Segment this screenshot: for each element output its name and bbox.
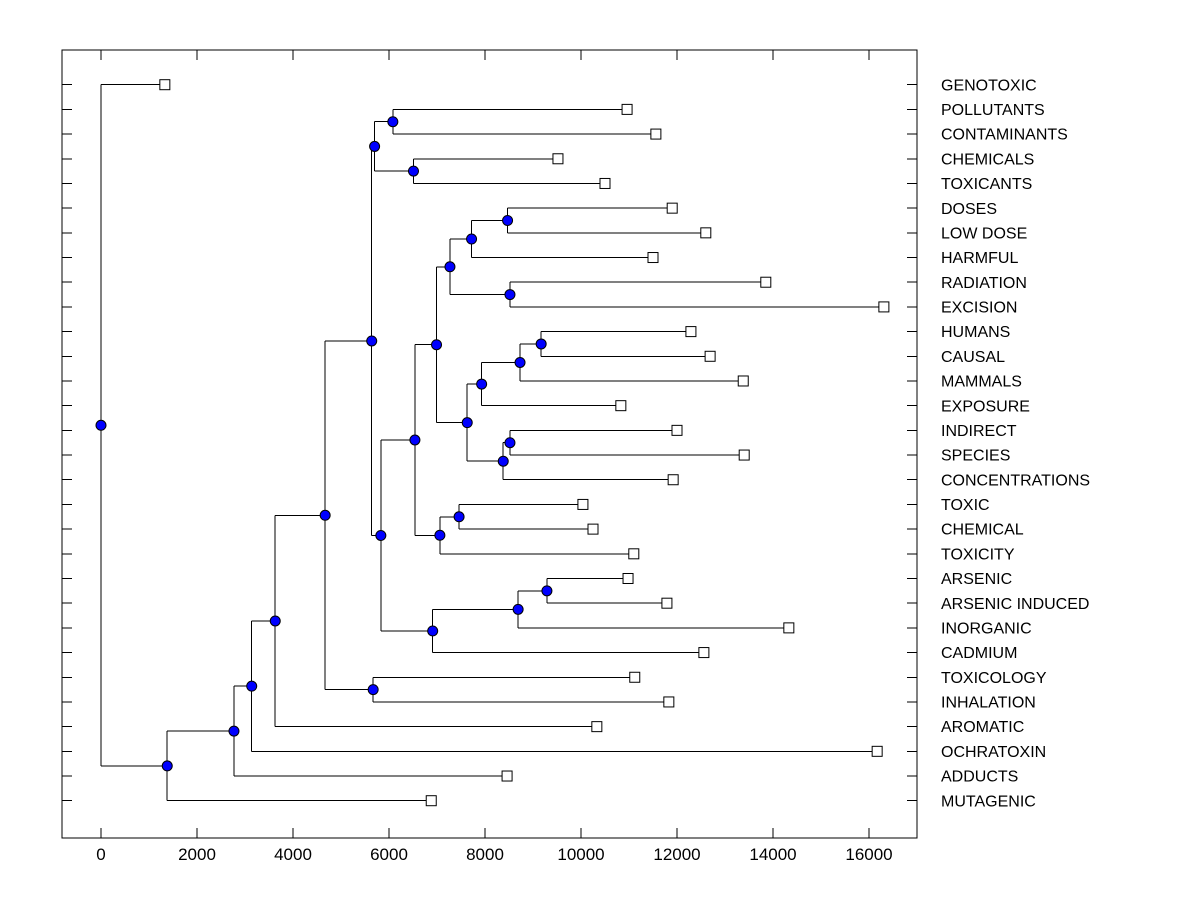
leaf-marker bbox=[502, 771, 512, 781]
leaf-marker bbox=[739, 450, 749, 460]
leaf-label: GENOTOXIC bbox=[941, 77, 1037, 95]
internal-node-marker bbox=[454, 512, 464, 522]
leaf-label: MUTAGENIC bbox=[941, 793, 1036, 811]
internal-node-marker bbox=[542, 586, 552, 596]
leaf-marker bbox=[592, 722, 602, 732]
internal-node-marker bbox=[462, 418, 472, 428]
leaf-label: CHEMICAL bbox=[941, 521, 1024, 539]
leaf-label: TOXICOLOGY bbox=[941, 669, 1047, 687]
internal-node-marker bbox=[229, 726, 239, 736]
internal-node-marker bbox=[162, 761, 172, 771]
leaf-label: ADDUCTS bbox=[941, 768, 1019, 786]
leaf-label: INDIRECT bbox=[941, 422, 1017, 440]
leaf-label: EXPOSURE bbox=[941, 398, 1030, 416]
leaf-label: INORGANIC bbox=[941, 620, 1032, 638]
x-tick-label: 2000 bbox=[178, 845, 216, 864]
x-tick-label: 16000 bbox=[845, 845, 893, 864]
x-tick-label: 14000 bbox=[749, 845, 797, 864]
leaf-label: LOW DOSE bbox=[941, 225, 1028, 243]
internal-node-marker bbox=[96, 420, 106, 430]
internal-node-marker bbox=[368, 685, 378, 695]
leaf-label: AROMATIC bbox=[941, 719, 1025, 737]
leaf-marker bbox=[664, 697, 674, 707]
leaf-marker bbox=[686, 327, 696, 337]
internal-node-marker bbox=[410, 435, 420, 445]
leaf-label: CONCENTRATIONS bbox=[941, 472, 1091, 490]
x-tick-label: 12000 bbox=[653, 845, 701, 864]
internal-node-marker bbox=[376, 530, 386, 540]
plot-box bbox=[62, 50, 917, 838]
leaf-marker bbox=[622, 104, 632, 114]
leaf-marker bbox=[426, 796, 436, 806]
leaf-label: TOXICANTS bbox=[941, 176, 1033, 194]
x-tick-label: 4000 bbox=[274, 845, 312, 864]
leaf-label: TOXIC bbox=[941, 497, 990, 515]
leaf-label: CONTAMINANTS bbox=[941, 126, 1068, 144]
internal-node-marker bbox=[477, 379, 487, 389]
leaf-marker bbox=[630, 672, 640, 682]
leaf-marker bbox=[672, 425, 682, 435]
leaf-marker bbox=[553, 154, 563, 164]
leaf-marker bbox=[761, 277, 771, 287]
leaf-label: ARSENIC bbox=[941, 571, 1013, 589]
internal-node-marker bbox=[505, 438, 515, 448]
leaf-marker bbox=[667, 203, 677, 213]
leaf-label: HUMANS bbox=[941, 324, 1011, 342]
leaf-marker bbox=[738, 376, 748, 386]
internal-node-marker bbox=[367, 336, 377, 346]
leaf-marker bbox=[872, 746, 882, 756]
leaf-marker bbox=[701, 228, 711, 238]
leaf-marker bbox=[160, 80, 170, 90]
internal-node-marker bbox=[515, 357, 525, 367]
internal-node-marker bbox=[536, 339, 546, 349]
leaf-label: CHEMICALS bbox=[941, 151, 1035, 169]
internal-node-marker bbox=[428, 626, 438, 636]
leaf-marker bbox=[784, 623, 794, 633]
leaf-marker bbox=[629, 549, 639, 559]
leaf-label: INHALATION bbox=[941, 694, 1036, 712]
leaf-label: ARSENIC INDUCED bbox=[941, 595, 1090, 613]
leaf-label: DOSES bbox=[941, 200, 998, 218]
leaf-marker bbox=[668, 475, 678, 485]
leaf-marker bbox=[705, 351, 715, 361]
leaf-marker bbox=[600, 178, 610, 188]
internal-node-marker bbox=[467, 234, 477, 244]
leaf-marker bbox=[616, 401, 626, 411]
internal-node-marker bbox=[432, 340, 442, 350]
leaf-marker bbox=[588, 524, 598, 534]
leaf-label: SPECIES bbox=[941, 447, 1011, 465]
x-tick-label: 0 bbox=[96, 845, 106, 864]
leaf-label: POLLUTANTS bbox=[941, 101, 1045, 119]
leaf-marker bbox=[648, 253, 658, 263]
leaf-label: HARMFUL bbox=[941, 250, 1019, 268]
internal-node-marker bbox=[320, 510, 330, 520]
internal-node-marker bbox=[435, 530, 445, 540]
leaf-label: EXCISION bbox=[941, 299, 1018, 317]
internal-node-marker bbox=[513, 604, 523, 614]
leaf-marker bbox=[879, 302, 889, 312]
internal-node-marker bbox=[505, 290, 515, 300]
internal-node-marker bbox=[503, 215, 513, 225]
leaf-marker bbox=[623, 574, 633, 584]
leaf-label: OCHRATOXIN bbox=[941, 743, 1047, 761]
leaf-marker bbox=[662, 598, 672, 608]
internal-node-marker bbox=[370, 141, 380, 151]
internal-node-marker bbox=[498, 456, 508, 466]
internal-node-marker bbox=[270, 616, 280, 626]
leaf-label: TOXICITY bbox=[941, 546, 1015, 564]
leaf-label: CAUSAL bbox=[941, 348, 1006, 366]
x-tick-label: 8000 bbox=[466, 845, 504, 864]
leaf-label: MAMMALS bbox=[941, 373, 1022, 391]
internal-node-marker bbox=[445, 262, 455, 272]
leaf-marker bbox=[578, 499, 588, 509]
leaf-marker bbox=[699, 648, 709, 658]
leaf-label: RADIATION bbox=[941, 274, 1027, 292]
internal-node-marker bbox=[388, 117, 398, 127]
x-tick-label: 10000 bbox=[557, 845, 605, 864]
leaf-marker bbox=[651, 129, 661, 139]
internal-node-marker bbox=[408, 166, 418, 176]
leaf-label: CADMIUM bbox=[941, 645, 1018, 663]
x-tick-label: 6000 bbox=[370, 845, 408, 864]
internal-node-marker bbox=[247, 681, 257, 691]
